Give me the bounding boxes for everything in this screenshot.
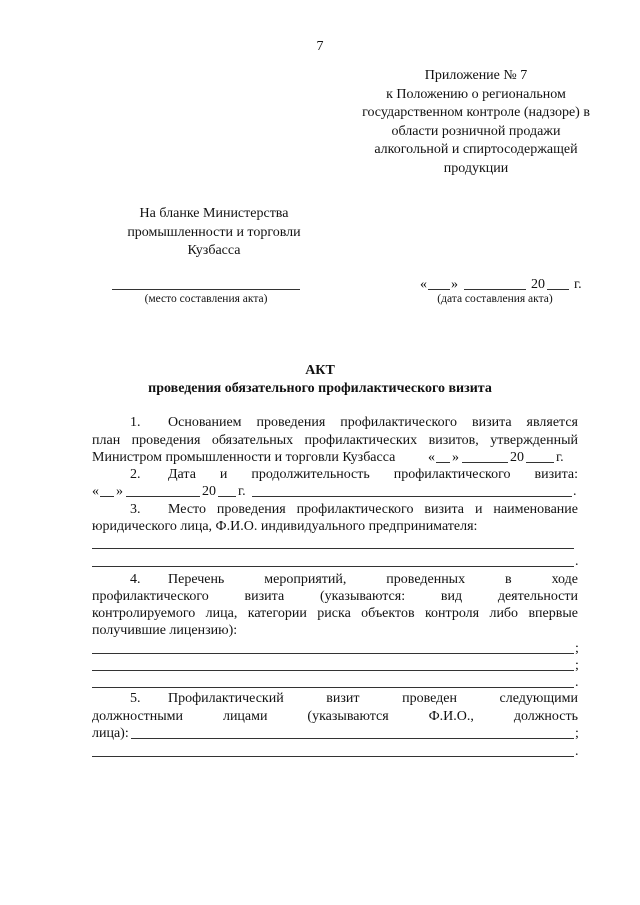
item-2-year-blank[interactable]: [218, 496, 236, 497]
item-4-blank-line[interactable]: [92, 670, 574, 671]
item-5-line-3-start: лица):: [92, 726, 129, 741]
item-4-line-4: получившие лицензию):: [92, 623, 238, 638]
item-4-punct-3: .: [575, 675, 579, 690]
date-close-quote: »: [451, 277, 458, 292]
item-2-line-2: [92, 483, 582, 500]
item-5-blank-line[interactable]: [92, 756, 574, 757]
date-year-suffix: г.: [574, 277, 582, 292]
date-caption: (дата составления акта): [437, 293, 553, 305]
item-3-end-punct: .: [575, 554, 579, 569]
place-blank-line[interactable]: [112, 289, 300, 290]
appendix-line: алкогольной и спиртосодержащей: [374, 142, 578, 158]
item-5-line-1: Профилактический визит проведен следующими: [168, 691, 578, 706]
item-4-line-2: профилактического визита (указываются: вид деятельности: [92, 589, 578, 604]
appendix-line: к Положению о региональном: [386, 86, 566, 102]
item-3-blank-line[interactable]: [92, 548, 574, 549]
item-4-line-3: контролируемого лица, категории риска объектов контроля либо впервые: [92, 606, 578, 621]
item-1-year-blank[interactable]: [526, 462, 554, 463]
item-2-day-blank[interactable]: [100, 496, 114, 497]
item-1-line-3: [92, 449, 582, 466]
appendix-line: Приложение № 7: [424, 68, 528, 83]
appendix-block: [348, 67, 604, 179]
document-title: АКТ: [305, 363, 335, 378]
item-1-date-close: »: [452, 450, 459, 465]
item-5-punct-1: ;: [575, 726, 579, 741]
page-number: 7: [316, 39, 324, 54]
appendix-line: государственном контроле (надзоре) в: [362, 105, 590, 121]
item-4-punct-1: ;: [575, 641, 579, 656]
place-caption: (место составления акта): [144, 293, 268, 305]
item-4-blank-line[interactable]: [92, 653, 574, 654]
document-subtitle: проведения обязательного профилактического визита: [148, 381, 492, 396]
item-1-month-blank[interactable]: [462, 462, 508, 463]
date-year-prefix: 20: [531, 277, 545, 292]
item-2-date-open: «: [92, 484, 99, 499]
item-1-day-blank[interactable]: [436, 462, 450, 463]
item-1-line-2: план проведения обязательных профилактических визитов, утвержденный: [92, 433, 578, 448]
item-2-date-close: »: [116, 484, 123, 499]
letterhead-line: На бланке Министерства: [139, 206, 289, 221]
date-month-blank[interactable]: [464, 289, 526, 290]
item-1-year-end: г.: [556, 450, 564, 465]
item-3-line-1: Место проведения профилактического визита и наименование: [168, 502, 578, 517]
item-5-line-2: должностными лицами (указываются Ф.И.О., должность: [92, 709, 578, 724]
item-2-duration-blank[interactable]: [252, 496, 572, 497]
letterhead-block: [100, 205, 328, 261]
item-2-month-blank[interactable]: [126, 496, 200, 497]
item-1-line-1: Основанием проведения профилактического визита является: [168, 415, 578, 430]
item-5-blank-line[interactable]: [131, 738, 574, 739]
appendix-line: области розничной продажи: [391, 123, 561, 139]
date-field: [420, 276, 600, 292]
appendix-line: продукции: [443, 160, 509, 176]
letterhead-line: Кузбасса: [187, 243, 241, 259]
item-1-line-3-text: Министром промышленности и торговли Кузбасса: [92, 450, 396, 465]
item-1-number: 1.: [130, 415, 141, 430]
item-4-number: 4.: [130, 572, 141, 587]
date-day-blank[interactable]: [428, 289, 450, 290]
item-2-line-1: Дата и продолжительность профилактического визита:: [168, 467, 578, 482]
item-2-end-punct: .: [573, 484, 577, 499]
letterhead-line: промышленности и торговли: [127, 224, 301, 240]
item-3-blank-line[interactable]: [92, 566, 574, 567]
item-1-date-open: «: [428, 450, 435, 465]
item-5-punct-2: .: [575, 744, 579, 759]
item-3-number: 3.: [130, 502, 141, 517]
item-5-number: 5.: [130, 691, 141, 706]
item-2-year-end: г.: [238, 484, 246, 499]
item-2-year: 20: [202, 484, 216, 499]
item-4-blank-line[interactable]: [92, 687, 574, 688]
date-open-quote: «: [420, 277, 427, 292]
item-2-number: 2.: [130, 467, 141, 482]
item-1-year: 20: [510, 450, 524, 465]
item-4-punct-2: ;: [575, 658, 579, 673]
item-3-line-2: юридического лица, Ф.И.О. индивидуального предпринимателя:: [92, 519, 478, 534]
item-4-line-1: Перечень мероприятий, проведенных в ходе: [168, 572, 578, 587]
date-year-blank[interactable]: [547, 289, 569, 290]
